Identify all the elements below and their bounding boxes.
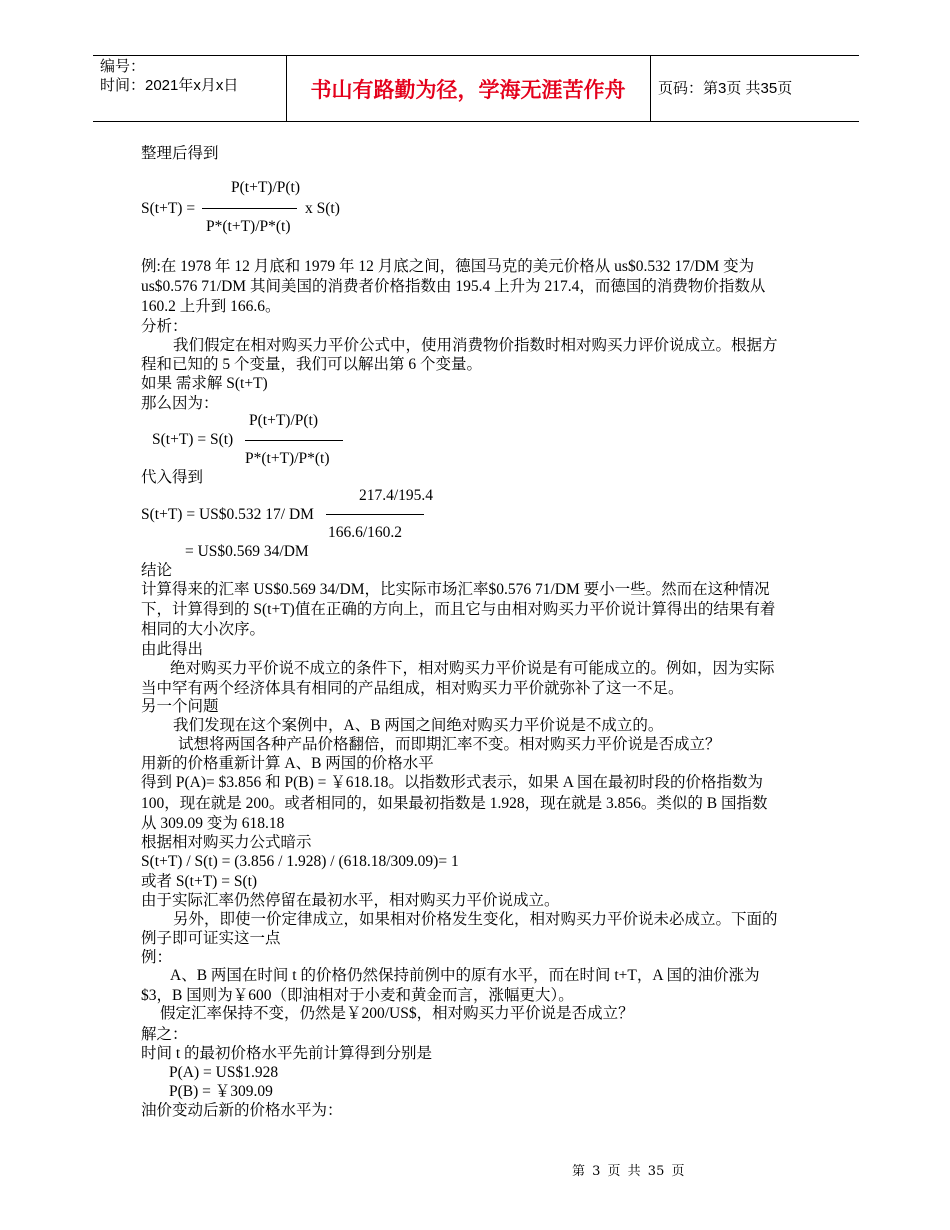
- paragraph-line: 程和已知的 5 个变量，我们可以解出第 6 个变量。: [141, 356, 483, 373]
- header-meta: [100, 57, 238, 95]
- formula-2-denominator: P*(t+T)/P*(t): [245, 450, 330, 467]
- paragraph-line: 我们假定在相对购买力平价公式中，使用消费物价指数时相对购买力评价说成立。根据方: [173, 337, 778, 354]
- formula-line: P(B) = ￥309.09: [169, 1083, 273, 1100]
- paragraph-line: 由于实际汇率仍然停留在最初水平，相对购买力平价说成立。: [141, 892, 560, 909]
- paragraph-line: 绝对购买力平价说不成立的条件下，相对购买力平价说是有可能成立的。例如，因为实际: [170, 660, 775, 677]
- header-bottom-rule: [93, 121, 859, 122]
- formula-2-numerator: P(t+T)/P(t): [249, 412, 319, 429]
- formula-line: S(t+T) / S(t) = (3.856 / 1.928) / (618.18/309.09)= 1: [141, 853, 459, 870]
- formula-1-lhs: S(t+T) =: [141, 200, 196, 217]
- section-label: 解之：: [141, 1026, 188, 1043]
- paragraph-line: 计算得来的汇率 US$0.569 34/DM，比实际市场汇率$0.576 71/DM 要小一些。然而在这种情况: [141, 581, 770, 598]
- formula-1-denominator: P*(t+T)/P*(t): [206, 218, 291, 235]
- section-label: 分析：: [141, 318, 188, 335]
- formula-3-result: = US$0.569 34/DM: [185, 543, 309, 560]
- paragraph-line: us$0.576 71/DM 其间美国的消费者价格指数由 195.4 上升为 217.4，而德国的消费物价指数从: [141, 278, 766, 295]
- paragraph-line: 那么因为：: [141, 395, 219, 412]
- formula-3-denominator: 166.6/160.2: [328, 524, 403, 541]
- page-footer: 第 3 页 共 35 页: [572, 1164, 685, 1179]
- document-date: 时间：2021年x月x日: [100, 77, 239, 94]
- paragraph-line: 相同的大小次序。: [141, 621, 266, 638]
- paragraph-line: 得到 P(A)= $3.856 和 P(B) = ￥618.18。以指数形式表示，如果 A 国在最初时段的价格指数为: [141, 774, 763, 791]
- formula-1-numerator: P(t+T)/P(t): [231, 179, 301, 196]
- paragraph-line: 时间 t 的最初价格水平先前计算得到分别是: [141, 1045, 433, 1062]
- document-number-label: 编号：: [100, 58, 146, 75]
- header-divider-right: [650, 56, 651, 121]
- paragraph-line: 另外，即使一价定律成立，如果相对价格发生变化，相对购买力平价说未必成立。下面的: [173, 911, 778, 928]
- formula-1-fraction-bar: [202, 208, 297, 209]
- formula-3-fraction-bar: [326, 514, 424, 515]
- formula-2-lhs: S(t+T) = S(t): [152, 431, 234, 448]
- paragraph-line: $3，B 国则为￥600（即油相对于小麦和黄金而言，涨幅更大）。: [141, 987, 574, 1004]
- paragraph-line: 假定汇率保持不变，仍然是￥200/US$，相对购买力平价说是否成立？: [160, 1005, 634, 1022]
- header-page-info: 页码：第3页 共35页: [658, 80, 793, 97]
- paragraph-line: 100，现在就是 200。或者相同的，如果最初指数是 1.928，现在就是 3.856。类似的 B 国指数: [141, 795, 768, 812]
- paragraph-line: 油价变动后新的价格水平为：: [141, 1102, 343, 1119]
- paragraph-line: A、B 两国在时间 t 的价格仍然保持前例中的原有水平，而在时间 t+T，A 国的油价涨为: [170, 967, 760, 984]
- paragraph-line: 我们发现在这个案例中，A、B 两国之间绝对购买力平价说是不成立的。: [173, 717, 664, 734]
- paragraph-line: 整理后得到: [141, 145, 219, 162]
- formula-3-lhs: S(t+T) = US$0.532 17/ DM: [141, 506, 314, 523]
- paragraph-line: 从 309.09 变为 618.18: [141, 815, 285, 832]
- paragraph-line: 如果 需求解 S(t+T): [141, 375, 268, 392]
- paragraph-line: 160.2 上升到 166.6。: [141, 298, 281, 315]
- section-label: 另一个问题: [141, 698, 219, 715]
- section-label: 例：: [141, 949, 173, 966]
- formula-3-numerator: 217.4/195.4: [359, 487, 434, 504]
- paragraph-line: 根据相对购买力公式暗示: [141, 834, 312, 851]
- section-label: 由此得出: [141, 641, 204, 658]
- paragraph-line: 例:在 1978 年 12 月底和 1979 年 12 月底之间，德国马克的美元价格从 us$0.532 17/DM 变为: [141, 258, 755, 275]
- paragraph-line: 用新的价格重新计算 A、B 两国的价格水平: [141, 755, 434, 772]
- section-label: 结论: [141, 562, 173, 579]
- paragraph-line: 试想将两国各种产品价格翻倍，而即期汇率不变。相对购买力平价说是否成立？: [178, 736, 721, 753]
- paragraph-line: 当中罕有两个经济体具有相同的产品组成，相对购买力平价就弥补了这一不足。: [141, 680, 684, 697]
- paragraph-line: 代入得到: [141, 469, 204, 486]
- formula-1-rhs: x S(t): [305, 200, 340, 217]
- paragraph-line: 例子即可证实这一点: [141, 930, 281, 947]
- formula-line: P(A) = US$1.928: [169, 1064, 279, 1081]
- formula-2-fraction-bar: [245, 440, 343, 441]
- formula-line: 或者 S(t+T) = S(t): [141, 873, 258, 890]
- paragraph-line: 下，计算得到的 S(t+T)值在正确的方向上，而且它与由相对购买力平价说计算得出的结果有着: [141, 601, 776, 618]
- header-motto: 书山有路勤为径，学海无涯苦作舟: [310, 77, 626, 102]
